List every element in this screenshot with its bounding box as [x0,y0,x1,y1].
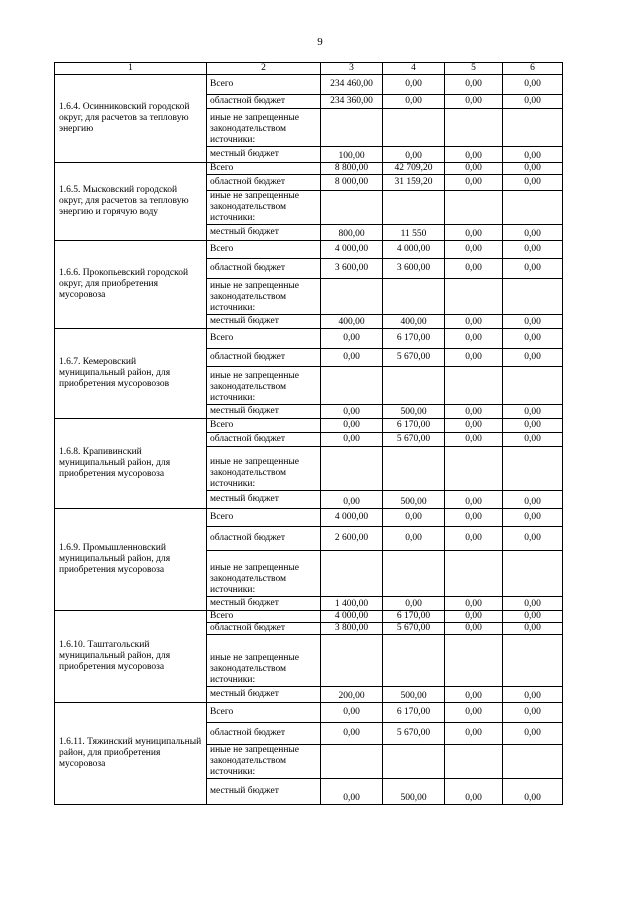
table-body [55,75,563,805]
amount-cell: 0,00 [445,95,503,109]
amount-cell: 0,00 [445,703,503,723]
column-header: 4 [383,63,445,75]
amount-cell: 4 000,00 [321,509,383,527]
amount-cell: 0,00 [503,95,563,109]
amount-cell: 0,00 [445,175,503,191]
program-item-label: 1.6.11. Тяжинский муниципальный район, для приобретения мусоровоза [55,703,207,805]
amount-cell: 6 170,00 [383,703,445,723]
amount-cell [321,635,383,687]
amount-cell: 0,00 [445,527,503,551]
page-number: 9 [317,36,323,48]
amount-cell [321,551,383,597]
amount-cell: 0,00 [445,75,503,95]
amount-cell: 0,00 [383,527,445,551]
amount-cell: 0,00 [503,723,563,745]
program-item-label: 1.6.7. Кемеровский муниципальный район, для приобретения мусоровозов [55,329,207,419]
table-row [55,703,563,723]
program-item-label: 1.6.4. Осинниковский городской округ, для расчетов за тепловую энергию [55,75,207,163]
amount-cell: 0,00 [445,433,503,447]
amount-cell: 0,00 [503,225,563,241]
amount-cell: 0,00 [321,419,383,433]
amount-cell: 3 600,00 [321,259,383,279]
amount-cell: 0,00 [503,703,563,723]
column-header: 2 [207,63,321,75]
amount-cell [445,745,503,779]
amount-cell: 4 000,00 [383,241,445,259]
amount-cell: 0,00 [445,349,503,367]
funding-source: местный бюджет [207,491,321,509]
funding-source: иные не запрещенные законодательством источники: [207,279,321,315]
funding-source: Всего [207,329,321,349]
amount-cell: 0,00 [445,723,503,745]
amount-cell [321,367,383,405]
funding-source: иные не запрещенные законодательством источники: [207,109,321,147]
amount-cell: 0,00 [503,597,563,611]
funding-source: иные не запрещенные законодательством источники: [207,367,321,405]
amount-cell: 42 709,20 [383,163,445,175]
amount-cell: 0,00 [445,597,503,611]
amount-cell: 200,00 [321,687,383,703]
table-row [55,419,563,433]
amount-cell: 0,00 [445,329,503,349]
amount-cell: 0,00 [445,611,503,623]
amount-cell [503,447,563,491]
funding-source: иные не запрещенные законодательством источники: [207,551,321,597]
amount-cell: 0,00 [445,623,503,635]
amount-cell: 0,00 [445,147,503,163]
amount-cell: 0,00 [445,241,503,259]
amount-cell [445,447,503,491]
amount-cell [383,109,445,147]
amount-cell: 1 400,00 [321,597,383,611]
funding-source: Всего [207,241,321,259]
amount-cell: 800,00 [321,225,383,241]
funding-source: областной бюджет [207,259,321,279]
amount-cell: 0,00 [383,509,445,527]
amount-cell: 0,00 [503,509,563,527]
amount-cell: 0,00 [503,779,563,805]
amount-cell: 0,00 [445,687,503,703]
amount-cell: 0,00 [503,611,563,623]
amount-cell: 6 170,00 [383,329,445,349]
funding-source: областной бюджет [207,175,321,191]
amount-cell: 0,00 [503,175,563,191]
amount-cell [445,279,503,315]
amount-cell: 31 159,20 [383,175,445,191]
amount-cell [445,551,503,597]
amount-cell: 0,00 [503,315,563,329]
funding-source: местный бюджет [207,597,321,611]
funding-source: местный бюджет [207,687,321,703]
table-row [55,509,563,527]
amount-cell: 0,00 [321,433,383,447]
amount-cell: 400,00 [383,315,445,329]
table-row [55,75,563,95]
amount-cell: 0,00 [321,491,383,509]
funding-source: областной бюджет [207,95,321,109]
amount-cell [383,191,445,225]
funding-source: иные не запрещенные законодательством источники: [207,745,321,779]
amount-cell: 0,00 [383,95,445,109]
amount-cell: 0,00 [445,315,503,329]
amount-cell: 6 170,00 [383,419,445,433]
amount-cell: 0,00 [445,225,503,241]
amount-cell: 0,00 [321,329,383,349]
amount-cell: 0,00 [321,779,383,805]
amount-cell [503,279,563,315]
amount-cell [321,191,383,225]
amount-cell: 5 670,00 [383,349,445,367]
funding-source: Всего [207,163,321,175]
amount-cell: 0,00 [445,779,503,805]
amount-cell [445,635,503,687]
amount-cell: 500,00 [383,687,445,703]
amount-cell: 0,00 [503,163,563,175]
amount-cell: 0,00 [503,349,563,367]
amount-cell: 0,00 [445,509,503,527]
amount-cell [383,279,445,315]
table-row [55,241,563,259]
amount-cell: 234 460,00 [321,75,383,95]
amount-cell: 0,00 [503,405,563,419]
amount-cell: 0,00 [503,623,563,635]
amount-cell: 0,00 [503,433,563,447]
amount-cell: 3 600,00 [383,259,445,279]
amount-cell: 4 000,00 [321,611,383,623]
amount-cell: 0,00 [503,687,563,703]
amount-cell: 4 000,00 [321,241,383,259]
program-item-label: 1.6.5. Мысковский городской округ, для расчетов за тепловую энергию и горячую воду [55,163,207,241]
funding-source: иные не запрещенные законодательством источники: [207,635,321,687]
amount-cell [445,109,503,147]
amount-cell [321,447,383,491]
amount-cell [321,109,383,147]
amount-cell: 0,00 [321,723,383,745]
amount-cell [383,367,445,405]
funding-source: областной бюджет [207,623,321,635]
budget-table [54,62,563,805]
amount-cell: 0,00 [321,405,383,419]
amount-cell [445,191,503,225]
amount-cell: 0,00 [503,419,563,433]
amount-cell: 0,00 [503,147,563,163]
amount-cell: 0,00 [503,527,563,551]
amount-cell [383,635,445,687]
funding-source: областной бюджет [207,433,321,447]
amount-cell [445,367,503,405]
amount-cell: 0,00 [445,259,503,279]
funding-source: Всего [207,611,321,623]
amount-cell: 0,00 [321,349,383,367]
funding-source: местный бюджет [207,315,321,329]
funding-source: Всего [207,75,321,95]
funding-source: местный бюджет [207,147,321,163]
amount-cell: 0,00 [383,147,445,163]
amount-cell: 0,00 [503,491,563,509]
amount-cell: 234 360,00 [321,95,383,109]
table-row [55,329,563,349]
amount-cell [383,447,445,491]
amount-cell: 0,00 [503,75,563,95]
amount-cell: 500,00 [383,779,445,805]
funding-source: Всего [207,419,321,433]
amount-cell: 8 000,00 [321,175,383,191]
amount-cell [321,745,383,779]
program-item-label: 1.6.9. Промышленновский муниципальный район, для приобретения мусоровоза [55,509,207,611]
funding-source: местный бюджет [207,405,321,419]
amount-cell: 500,00 [383,491,445,509]
amount-cell: 0,00 [321,703,383,723]
column-header: 5 [445,63,503,75]
funding-source: местный бюджет [207,225,321,241]
amount-cell: 0,00 [503,329,563,349]
amount-cell: 100,00 [321,147,383,163]
funding-source: областной бюджет [207,349,321,367]
amount-cell [503,109,563,147]
amount-cell [383,551,445,597]
program-item-label: 1.6.8. Крапивинский муниципальный район, для приобретения мусоровоза [55,419,207,509]
amount-cell [321,279,383,315]
program-item-label: 1.6.6. Прокопьевский городской округ, для приобретения мусоровоза [55,241,207,329]
funding-source: областной бюджет [207,723,321,745]
amount-cell: 6 170,00 [383,611,445,623]
funding-source: Всего [207,703,321,723]
amount-cell: 0,00 [503,241,563,259]
amount-cell: 400,00 [321,315,383,329]
amount-cell: 0,00 [445,163,503,175]
amount-cell: 5 670,00 [383,723,445,745]
column-header: 3 [321,63,383,75]
amount-cell: 0,00 [445,491,503,509]
header-row [55,63,563,75]
amount-cell [503,635,563,687]
column-header: 1 [55,63,207,75]
amount-cell: 3 800,00 [321,623,383,635]
amount-cell: 8 800,00 [321,163,383,175]
amount-cell: 5 670,00 [383,623,445,635]
amount-cell: 0,00 [445,419,503,433]
funding-source: местный бюджет [207,779,321,805]
amount-cell [503,745,563,779]
amount-cell [503,551,563,597]
amount-cell [503,191,563,225]
amount-cell [503,367,563,405]
amount-cell: 0,00 [445,405,503,419]
program-item-label: 1.6.10. Таштагольский муниципальный район, для приобретения мусоровоза [55,611,207,703]
funding-source: иные не запрещенные законодательством источники: [207,447,321,491]
funding-source: иные не запрещенные законодательством источники: [207,191,321,225]
column-header: 6 [503,63,563,75]
amount-cell: 11 550 [383,225,445,241]
table-row [55,163,563,175]
amount-cell: 0,00 [503,259,563,279]
funding-source: областной бюджет [207,527,321,551]
amount-cell: 500,00 [383,405,445,419]
amount-cell: 0,00 [383,75,445,95]
amount-cell: 5 670,00 [383,433,445,447]
amount-cell: 0,00 [383,597,445,611]
table-row [55,611,563,623]
amount-cell: 2 600,00 [321,527,383,551]
amount-cell [383,745,445,779]
funding-source: Всего [207,509,321,527]
